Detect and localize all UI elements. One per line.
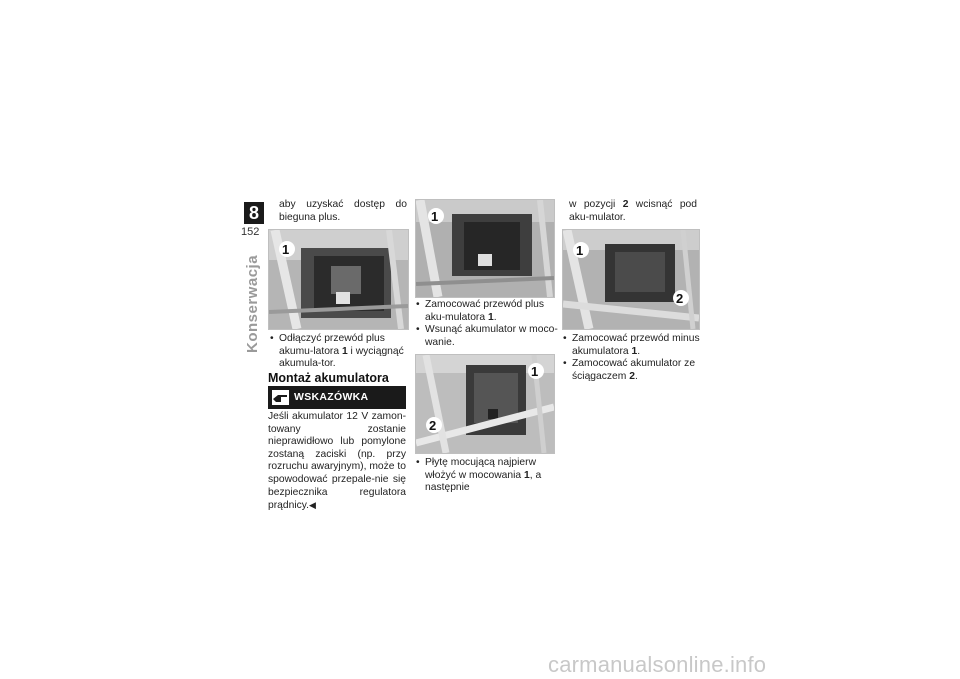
- section-heading: Montaż akumulatora: [268, 371, 389, 385]
- callout-2: 2: [429, 418, 437, 433]
- bullet-attach-minus: • Zamocować przewód minus akumulatora 1.: [563, 333, 707, 358]
- bullet-disconnect-plus: • Odłączyć przewód plus akumu-latora 1 i wyciągnąć akumula-tor.: [270, 333, 415, 371]
- battery-photo-2: [415, 199, 555, 298]
- callout-1: 1: [531, 364, 539, 379]
- mounting-plate-photo: [415, 354, 555, 454]
- chapter-title: Konserwacja: [244, 254, 261, 353]
- watermark: carmanualsonline.info: [548, 652, 767, 677]
- end-mark-icon: ◀: [309, 500, 316, 511]
- hand-pointer-icon: [272, 390, 289, 405]
- callout-1: 1: [576, 243, 584, 258]
- bullet-attach-plus: • Zamocować przewód plus aku-mulatora 1.: [416, 299, 562, 324]
- bullet-mounting-plate: • Płytę mocującą najpierw włożyć w mocowania 1, a następnie: [416, 457, 562, 495]
- battery-photo-1: [268, 229, 409, 330]
- continued-text: w pozycji 2 wcisnąć pod aku-mulator.: [569, 199, 697, 223]
- callout-1: 1: [282, 242, 290, 257]
- bullet-attach-strap: • Zamocować akumulator ze ściągaczem 2.: [563, 358, 707, 383]
- callout-1: 1: [431, 209, 439, 224]
- intro-text: aby uzyskać dostęp do bieguna plus.: [279, 199, 407, 223]
- bullet-insert-battery: • Wsunąć akumulator w moco-wanie.: [416, 324, 562, 349]
- chapter-number: 8: [244, 202, 264, 224]
- note-label: WSKAZÓWKA: [294, 391, 369, 403]
- callout-2: 2: [676, 291, 684, 306]
- note-text: Jeśli akumulator 12 V zamon-towany zostanie nieprawidłowo lub pomylone zostaną zaciski (np. przy rozruchu awaryjnym), może to spowodować przepale-nie się bezpiecznika regulatora prądnicy.◀: [268, 411, 406, 512]
- page-number: 152: [241, 226, 260, 238]
- battery-photo-3: [562, 229, 700, 330]
